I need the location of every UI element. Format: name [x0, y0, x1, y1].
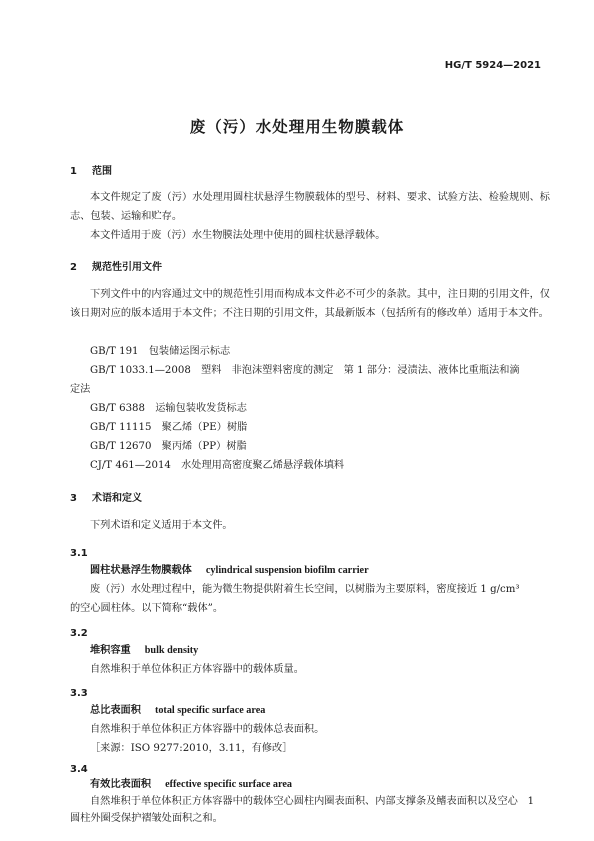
term-definition: 自然堆积于单位体积正方体容器中的载体空心圆柱内圈表面积、内部支撑条及鳍表面积以及空心 [90, 796, 518, 807]
term-heading [90, 641, 198, 660]
reference-item: CJ/T 461—2014 水处理用高密度聚乙烯悬浮载体填料 [90, 460, 345, 471]
section-title: 术语和定义 [92, 493, 142, 504]
reference-item: GB/T 191 包装储运图示标志 [90, 346, 231, 357]
term-zh: 堆积容重 [90, 644, 131, 656]
term-definition: 废（污）水处理过程中，能为微生物提供附着生长空间，以树脂为主要原料，密度接近 1 g/cm³ [90, 584, 520, 595]
term-zh: 总比表面积 [90, 704, 141, 716]
term-number: 3.3 [70, 688, 88, 699]
section-title: 范围 [92, 166, 112, 177]
term-zh: 有效比表面积 [90, 778, 152, 790]
paragraph: 本文件适用于废（污）水生物膜法处理中使用的圆柱状悬浮载体。 [90, 230, 386, 241]
page-number: 1 [527, 796, 534, 807]
reference-item: GB/T 6388 运输包装收发货标志 [90, 403, 247, 414]
section-number: 3 [70, 493, 77, 504]
paragraph: 下列文件中的内容通过文中的规范性引用而构成本文件必不可少的条款。其中，注日期的引用文件，仅该日期对应的版本适用于本文件；不注日期的引用文件，其最新版本（包括所有的修改单）适用于本文件。 [70, 289, 550, 319]
term-en: bulk density [144, 645, 199, 656]
term-definition-continuation: 圆柱外圈受保护褶皱处面积之和。 [70, 813, 223, 824]
section-1-heading [70, 162, 112, 177]
term-heading [90, 701, 265, 720]
term-heading [90, 561, 369, 580]
reference-item: GB/T 1033.1—2008 塑料 非泡沫塑料密度的测定 第 1 部分：浸渍法、液体比重瓶法和滴 [90, 365, 520, 376]
section-2-heading [70, 258, 162, 273]
term-zh: 圆柱状悬浮生物膜载体 [90, 564, 192, 576]
document-title: 废（污）水处理用生物膜载体 [189, 118, 405, 136]
reference-item: GB/T 12670 聚丙烯（PP）树脂 [90, 441, 247, 452]
term-en: cylindrical suspension biofilm carrier [205, 565, 369, 576]
paragraph: 本文件规定了废（污）水处理用圆柱状悬浮生物膜载体的型号、材料、要求、试验方法、检验规则、标志、包装、运输和贮存。 [70, 192, 550, 222]
term-definition-continuation: 的空心圆柱体。以下简称“载体”。 [70, 603, 224, 614]
reference-item: GB/T 11115 聚乙烯（PE）树脂 [90, 422, 248, 433]
paragraph: 下列术语和定义适用于本文件。 [90, 520, 233, 531]
term-en: total specific surface area [154, 705, 266, 716]
term-number: 3.4 [70, 764, 88, 775]
section-title: 规范性引用文件 [92, 262, 162, 273]
reference-item-continuation: 定法 [70, 384, 91, 395]
section-number: 2 [70, 262, 77, 273]
section-number: 1 [70, 166, 77, 177]
term-definition: 自然堆积于单位体积正方体容器中的载体质量。 [90, 664, 304, 675]
standard-code: HG/T 5924—2021 [444, 60, 541, 71]
term-number: 3.1 [70, 548, 88, 559]
section-3-heading [70, 489, 142, 504]
term-en: effective specific surface area [165, 779, 292, 790]
term-number: 3.2 [70, 628, 88, 639]
term-source: ［来源：ISO 9277:2010，3.11，有修改］ [90, 743, 293, 754]
term-definition: 自然堆积于单位体积正方体容器中的载体总表面积。 [90, 724, 325, 735]
